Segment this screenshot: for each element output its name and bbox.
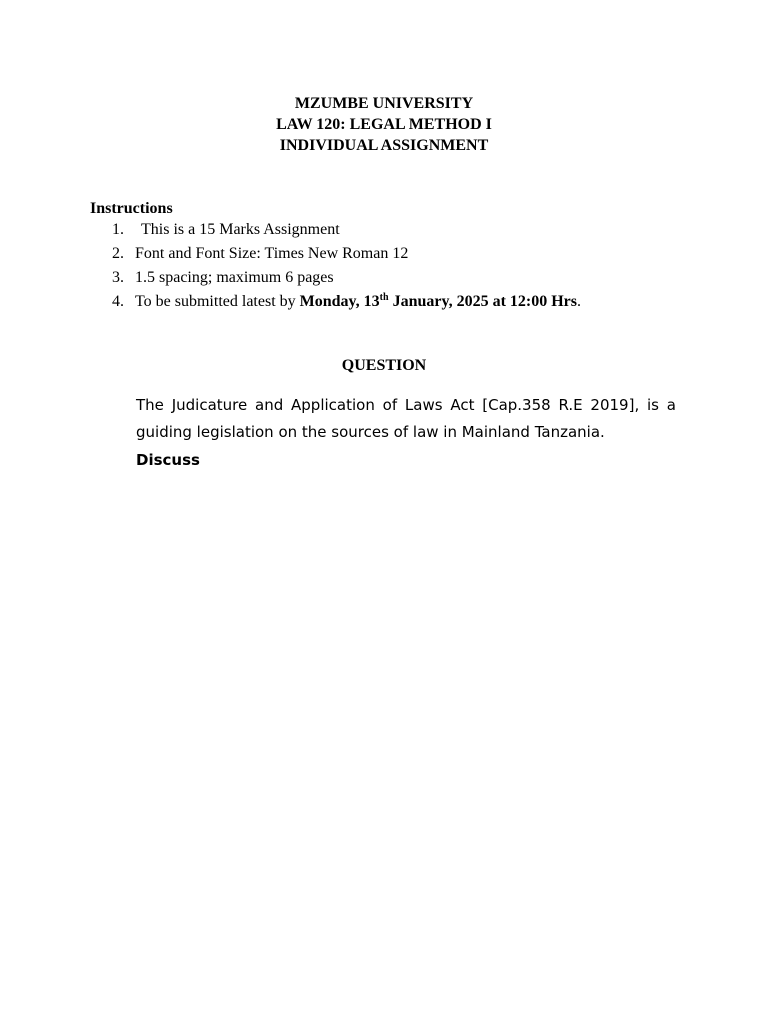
list-item-number: 2.: [112, 245, 124, 262]
list-item-number: 3.: [112, 269, 124, 286]
question-directive: Discuss: [136, 451, 200, 469]
instructions-heading: Instructions: [90, 200, 173, 217]
deadline-prefix: To be submitted latest by: [135, 293, 300, 310]
list-item-text: Font and Font Size: Times New Roman 12: [135, 245, 409, 262]
deadline-day: Monday, 13: [299, 293, 380, 310]
course-title: LAW 120: LEGAL METHOD I: [276, 116, 492, 133]
question-body: [136, 392, 676, 446]
assignment-type: INDIVIDUAL ASSIGNMENT: [279, 137, 489, 154]
document-header: [0, 93, 768, 156]
question-body-line: The Judicature and Application of Laws Act [Cap.358 R.E 2019], is a: [136, 396, 676, 414]
list-item-text: This is a 15 Marks Assignment: [141, 221, 340, 238]
deadline-text: [135, 290, 581, 314]
deadline-suffix: .: [577, 293, 582, 310]
question-body-line: guiding legislation on the sources of law in Mainland Tanzania.: [136, 423, 605, 441]
question-heading: QUESTION: [341, 357, 427, 374]
university-name: MZUMBE UNIVERSITY: [294, 95, 474, 112]
list-item: [0, 242, 768, 266]
list-item-text: 1.5 spacing; maximum 6 pages: [135, 269, 334, 286]
list-item-number: 1.: [112, 221, 124, 238]
list-item: [0, 266, 768, 290]
instructions-list: [0, 218, 768, 314]
deadline-ordinal: th: [379, 292, 389, 303]
deadline-date-time: January, 2025 at 12:00 Hrs: [388, 293, 578, 310]
list-item: [0, 290, 768, 314]
list-item: [0, 218, 768, 242]
list-item-number: 4.: [112, 293, 124, 310]
